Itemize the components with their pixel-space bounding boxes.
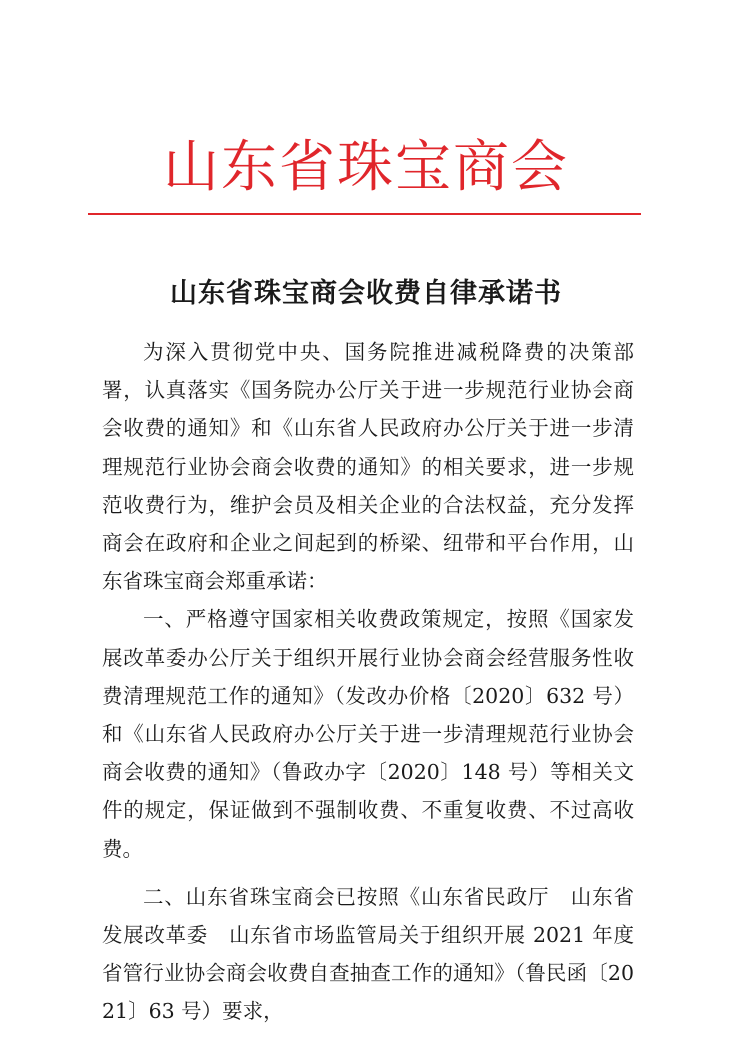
document-body	[102, 333, 634, 1031]
paragraph-item-one: 一、严格遵守国家相关收费政策规定，按照《国家发展改革委办公厅关于组织开展行业协会商会经营服务性收费清理规范工作的通知》（发改办价格〔2020〕632 号）和《山东省人民政府办公厅关于进一步清理规范行业协会商会收费的通知》（鲁政办字〔2020〕148 号）等相关文件的规定，保证做到不强制收费、不重复收费、不过高收费。	[102, 607, 634, 861]
letterhead-red-rule	[88, 213, 641, 215]
letterhead-organization-title: 山东省珠宝商会	[163, 135, 569, 200]
paragraph-preamble: 为深入贯彻党中央、国务院推进减税降费的决策部署，认真落实《国务院办公厅关于进一步规范行业协会商会收费的通知》和《山东省人民政府办公厅关于进一步清理规范行业协会商会收费的通知》的相关要求，进一步规范收费行为，维护会员及相关企业的合法权益，充分发挥商会在政府和企业之间起到的桥梁、纽带和平台作用，山东省珠宝商会郑重承诺：	[102, 340, 634, 594]
document-title: 山东省珠宝商会收费自律承诺书	[170, 278, 562, 309]
paragraph-item-two: 二、山东省珠宝商会已按照《山东省民政厅 山东省发展改革委 山东省市场监管局关于组织开展 2021 年度省管行业协会商会收费自查抽查工作的通知》（鲁民函〔2021〕63 号）要求，	[102, 884, 634, 1024]
